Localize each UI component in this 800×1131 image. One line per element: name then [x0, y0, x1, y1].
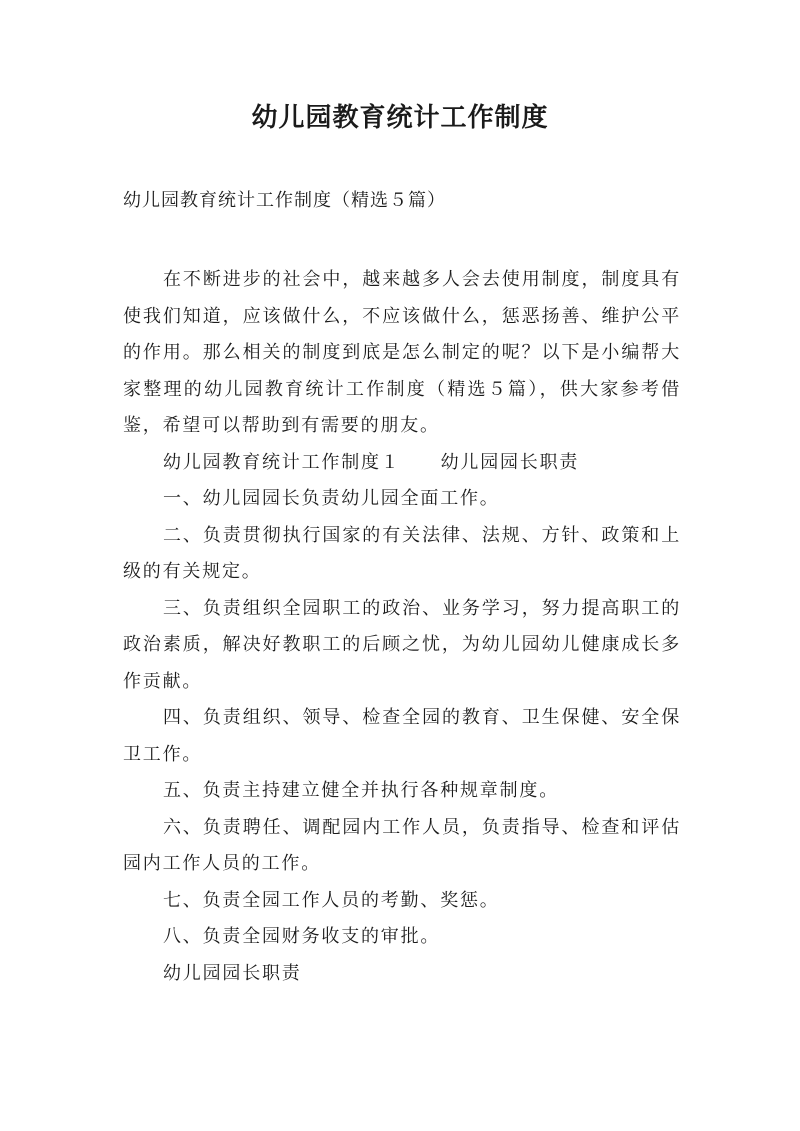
- list-item: 三、负责组织全园职工的政治、业务学习，努力提高职工的政治素质，解决好教职工的后顾之忧，为幼儿园幼儿健康成长多作贡献。: [123, 597, 681, 692]
- document-subtitle: 幼儿园教育统计工作制度（精选５篇）: [123, 190, 446, 211]
- closing-heading: 幼儿园园长职责: [163, 962, 302, 984]
- list-item: 七、负责全园工作人员的考勤、奖惩。: [163, 889, 500, 911]
- list-item: 六、负责聘任、调配园内工作人员，负责指导、检查和评估园内工作人员的工作。: [123, 816, 681, 874]
- list-item: 一、幼儿园园长负责幼儿园全面工作。: [163, 488, 500, 509]
- list-item: 二、负责贯彻执行国家的有关法律、法规、方针、政策和上级的有关规定。: [123, 524, 681, 582]
- list-item: 五、负责主持建立健全并执行各种规章制度。: [163, 780, 559, 801]
- document-body: [123, 262, 681, 992]
- intro-paragraph: 在不断进步的社会中，越来越多人会去使用制度，制度具有使我们知道，应该做什么，不应该做什么，惩恶扬善、维护公平的作用。那么相关的制度到底是怎么制定的呢？以下是小编帮大家整理的幼儿园教育统计工作制度（精选５篇），供大家参考借鉴，希望可以帮助到有需要的朋友。: [123, 269, 681, 436]
- document-title: 幼儿园教育统计工作制度: [251, 103, 549, 133]
- section-heading: 幼儿园园长职责: [440, 451, 580, 473]
- list-item: 四、负责组织、领导、检查全园的教育、卫生保健、安全保卫工作。: [123, 707, 681, 765]
- section-heading-line: [123, 445, 681, 482]
- section-label: 幼儿园教育统计工作制度１: [163, 451, 401, 473]
- list-item: 八、负责全园财务收支的审批。: [163, 926, 441, 947]
